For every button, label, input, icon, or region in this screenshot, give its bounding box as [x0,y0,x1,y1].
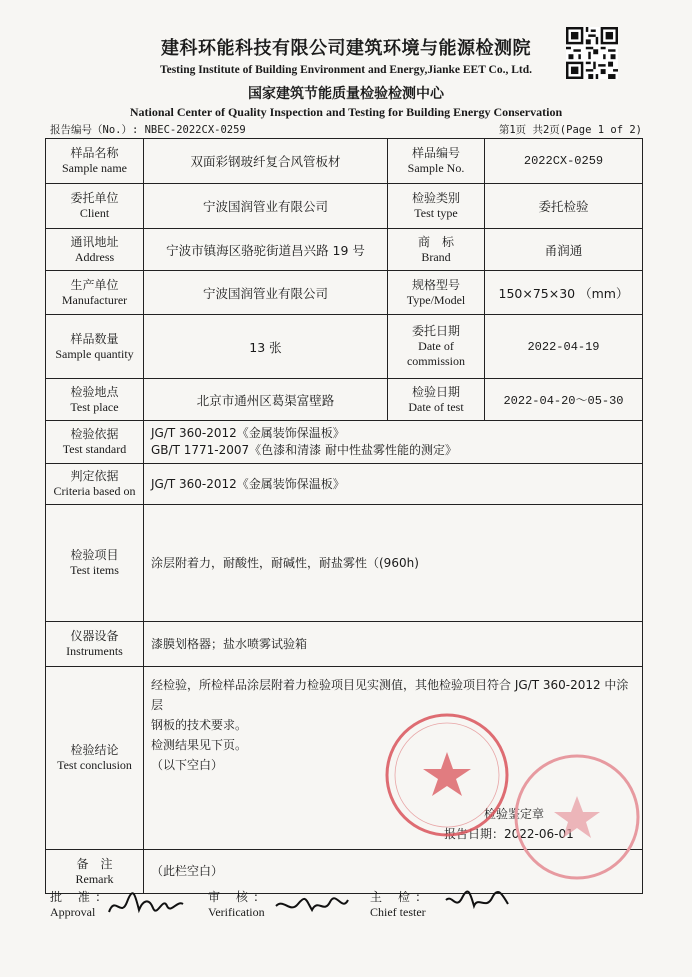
brand-label: 商 标 Brand [388,229,485,271]
table-row [46,315,643,379]
test-type-value: 委托检验 [485,184,643,229]
address-label: 通讯地址 Address [46,229,144,271]
center-title-cn: 国家建筑节能质量检验检测中心 [248,86,444,102]
quantity-label: 样品数量 Sample quantity [46,315,144,379]
client-label: 委托单位 Client [46,184,144,229]
test-type-label: 检验类别 Test type [388,184,485,229]
table-row [46,622,643,667]
sample-name-label: 样品名称 Sample name [46,139,144,184]
qr-code [566,27,618,79]
signature-row [50,888,650,928]
chief-tester-signature [442,888,512,918]
test-items-label: 检验项目 Test items [46,505,144,622]
manufacturer-label: 生产单位 Manufacturer [46,271,144,315]
instruments-label: 仪器设备 Instruments [46,622,144,667]
center-title-en: National Center of Quality Inspection and Testing for Building Energy Conservation [129,105,563,119]
conclusion-value: 经检验，所检样品涂层附着力检验项目见实测值，其他检验项目符合 JG/T 360-2012 中涂层 钢板的技术要求。 检测结果见下页。 （以下空白） 检验鉴定章 报告日期：2022-06-01 [144,667,643,850]
org-title-en: Testing Institute of Building Environment and Energy,Jianke EET Co., Ltd. [159,64,533,76]
test-date-value: 2022-04-20～05-30 [485,379,643,421]
commission-date-label: 委托日期 Date of commission [388,315,485,379]
quantity-value: 13 张 [144,315,388,379]
table-row [46,464,643,505]
test-items-value: 涂层附着力，耐酸性，耐碱性，耐盐雾性（(960h) [144,505,643,622]
table-row [46,229,643,271]
test-date-label: 检验日期 Date of test [388,379,485,421]
table-row [46,139,643,184]
address-value: 宁波市镇海区骆驼街道昌兴路 19 号 [144,229,388,271]
org-title-cn: 建科环能科技有限公司建筑环境与能源检测院 [161,38,531,59]
test-standard-label: 检验依据 Test standard [46,421,144,464]
table-row [46,505,643,622]
criteria-label: 判定依据 Criteria based on [46,464,144,505]
test-place-value: 北京市通州区葛渠富壁路 [144,379,388,421]
table-row [46,421,643,464]
criteria-value: JG/T 360-2012《金属装饰保温板》 [144,464,643,505]
approval-block: 批 准: Approval [50,890,106,919]
client-value: 宁波国润管业有限公司 [144,184,388,229]
verification-block: 审 核: Verification [208,890,265,919]
brand-value: 甬润通 [485,229,643,271]
verification-seal-stamp [512,752,642,882]
sample-no-value: 2022CX-0259 [485,139,643,184]
remark-value: （此栏空白） [144,850,643,894]
verification-signature [272,890,352,920]
sample-no-label: 样品编号 Sample No. [388,139,485,184]
approval-signature [105,890,185,920]
test-place-label: 检验地点 Test place [46,379,144,421]
manufacturer-value: 宁波国润管业有限公司 [144,271,388,315]
table-row [46,184,643,229]
type-model-value: 150×75×30 （mm） [485,271,643,315]
sample-name-value: 双面彩钢玻纤复合风管板材 [144,139,388,184]
report-number-line [50,120,642,136]
type-model-label: 规格型号 Type/Model [388,271,485,315]
official-seal-stamp [384,712,510,838]
table-row [46,271,643,315]
page-indicator: 第1页 共2页(Page 1 of 2) [498,124,642,136]
table-row [46,379,643,421]
remark-label: 备 注 Remark [46,850,144,894]
chief-tester-block: 主 检: Chief tester [370,890,426,919]
instruments-value: 漆膜划格器；盐水喷雾试验箱 [144,622,643,667]
commission-date-value: 2022-04-19 [485,315,643,379]
test-standard-value: JG/T 360-2012《金属装饰保温板》 GB/T 1771-2007《色漆和清漆 耐中性盐雾性能的测定》 [144,421,643,464]
conclusion-label: 检验结论 Test conclusion [46,667,144,850]
report-date: 报告日期：2022-06-01 [444,827,574,841]
report-number: 报告编号（No.）: NBEC-2022CX-0259 [50,124,246,136]
seal-caption: 检验鉴定章 [484,807,545,821]
